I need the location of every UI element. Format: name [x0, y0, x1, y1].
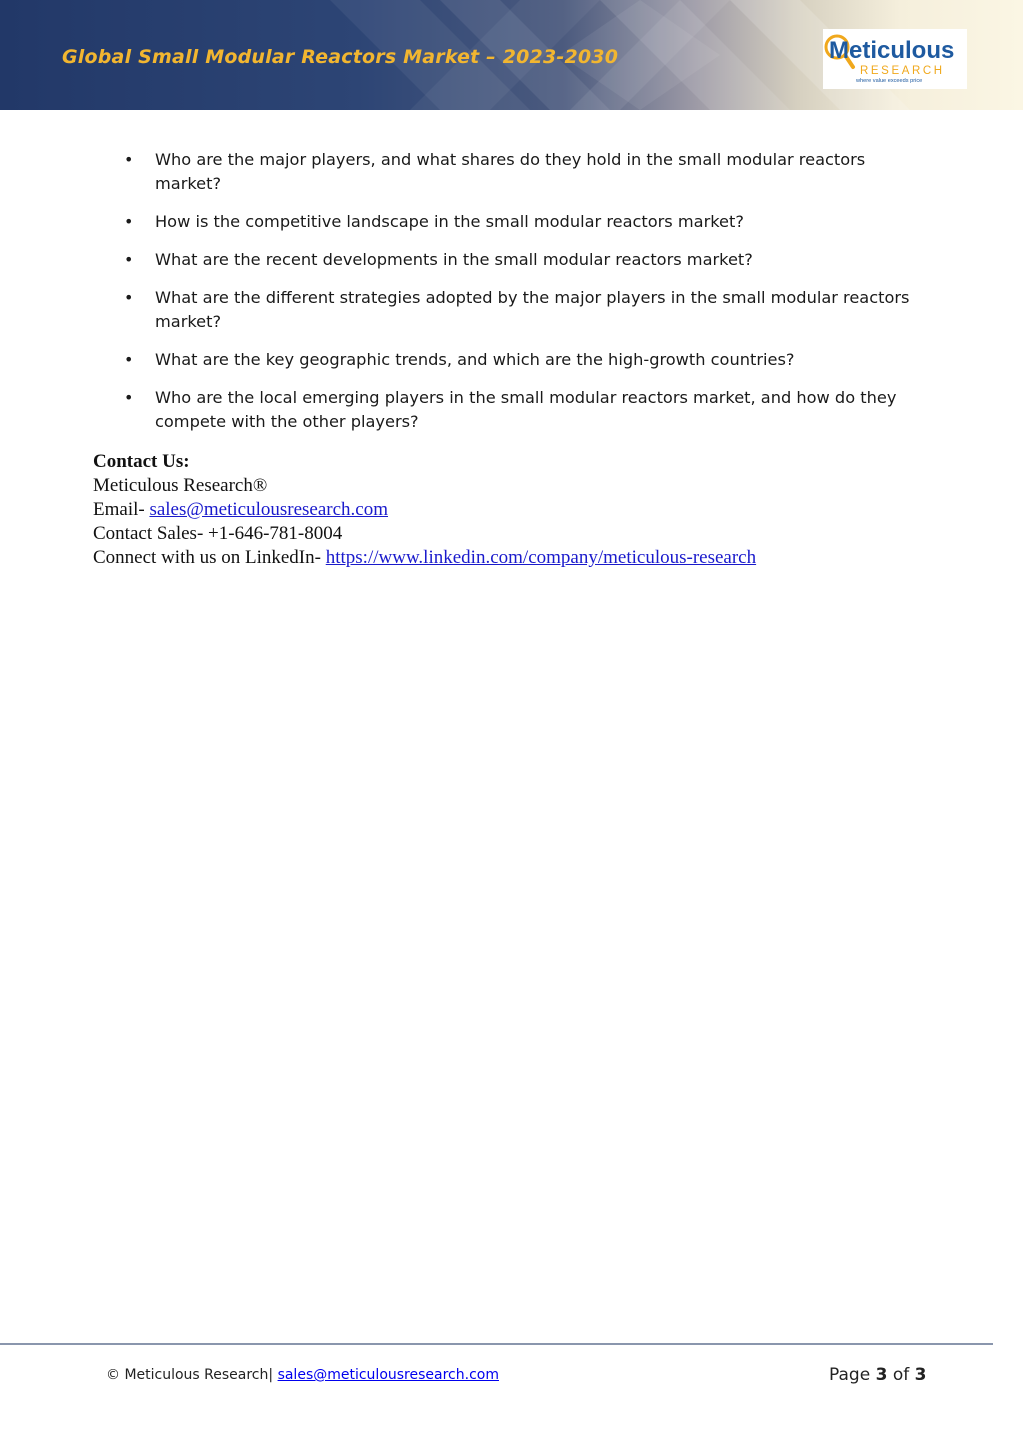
email-line: [93, 498, 756, 522]
page-total: 3: [914, 1365, 927, 1385]
linkedin-link[interactable]: https://www.linkedin.com/company/meticulous-research: [325, 547, 757, 568]
logo-mark-icon: [823, 29, 967, 89]
bullet-icon: •: [124, 250, 134, 269]
list-item: [124, 248, 924, 272]
bullet-icon: •: [124, 288, 134, 307]
footer-divider: [0, 1343, 993, 1345]
list-item: [124, 148, 924, 196]
footer-email-link[interactable]: sales@meticulousresearch.com: [277, 1367, 499, 1383]
copyright-text: © Meticulous Research|: [106, 1367, 274, 1383]
logo-sub: RESEARCH: [860, 65, 945, 77]
company-name: Meticulous Research®: [93, 475, 268, 496]
phone-line: Contact Sales- +1-646-781-8004: [93, 523, 343, 544]
question-text: What are the recent developments in the small modular reactors market?: [155, 250, 753, 269]
bullet-icon: •: [124, 350, 134, 369]
list-item: [124, 210, 924, 234]
bullet-icon: •: [124, 388, 134, 407]
page-word: Page: [829, 1365, 871, 1385]
key-questions-list: [124, 148, 924, 448]
question-text: What are the key geographic trends, and which are the high-growth countries?: [155, 350, 795, 369]
contact-section: [93, 450, 756, 570]
logo-tagline: where value exceeds price: [856, 78, 923, 84]
linkedin-label: Connect with us on LinkedIn-: [93, 547, 326, 568]
contact-heading: Contact Us:: [93, 451, 190, 472]
of-word: of: [892, 1365, 910, 1385]
linkedin-line: [93, 546, 756, 570]
email-label: Email-: [93, 499, 150, 520]
header-banner: [0, 0, 1023, 110]
bullet-icon: •: [124, 212, 134, 231]
logo-word: Meticulous: [829, 37, 955, 64]
page-number: [829, 1365, 926, 1385]
list-item: [124, 286, 924, 334]
question-text: What are the different strategies adopted by the major players in the small modular reactors market?: [155, 288, 910, 331]
meticulous-research-logo: [823, 29, 967, 89]
list-item: [124, 386, 924, 434]
question-text: How is the competitive landscape in the small modular reactors market?: [155, 212, 744, 231]
question-text: Who are the major players, and what shares do they hold in the small modular reactors market?: [155, 150, 866, 193]
page-current: 3: [875, 1365, 888, 1385]
document-title: Global Small Modular Reactors Market – 2023-2030: [62, 46, 619, 68]
list-item: [124, 348, 924, 372]
footer-copyright: [106, 1367, 499, 1383]
question-text: Who are the local emerging players in the small modular reactors market, and how do they compete with the other players?: [155, 388, 897, 431]
bullet-icon: •: [124, 150, 134, 169]
email-link[interactable]: sales@meticulousresearch.com: [149, 499, 389, 520]
